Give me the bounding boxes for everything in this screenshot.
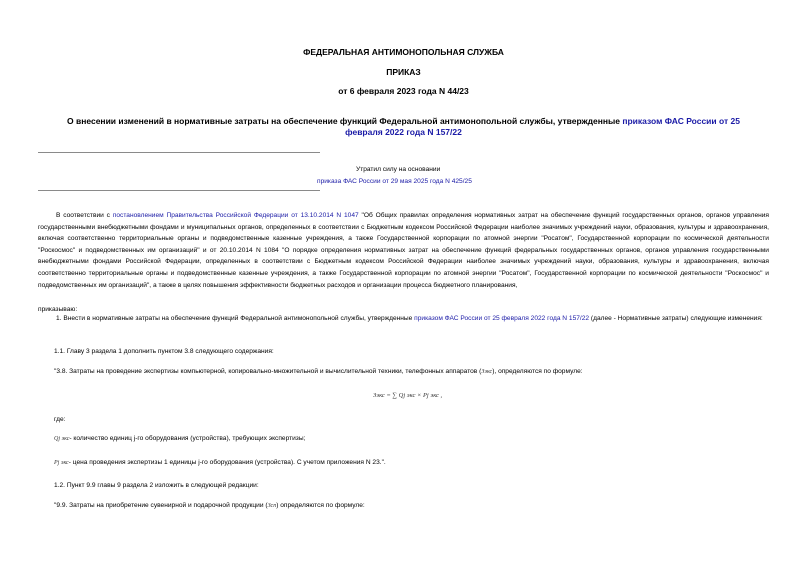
formula-3-8: Зэкс = ∑ Qj экс × Pj экс , (373, 392, 443, 399)
preamble-link[interactable]: постановлением Правительства Российской Федерации от 13.10.2014 N 1047 (112, 212, 359, 219)
definition-q-text: - количество единиц j-го оборудования (устройства), требующих экспертизы; (69, 435, 306, 442)
item-9-9 (54, 502, 365, 509)
preamble-start: В соответствии с (56, 212, 113, 219)
where-label: где: (54, 416, 66, 423)
symbol-z-sp: Зсп (267, 503, 277, 509)
item-3-8-end: ), определяются по формуле: (492, 368, 583, 375)
item-1 (38, 313, 769, 325)
order-word: приказываю: (38, 306, 78, 313)
item-9-9-end: ) определяются по формуле: (276, 502, 365, 509)
symbol-p: Pj экс (54, 460, 69, 466)
item-1-start: 1. Внести в нормативные затраты на обеспечение функций Федеральной антимонопольной службы, утвержденные (56, 315, 415, 322)
item-3-8-start: "3.8. Затраты на проведение экспертизы компьютерной, копировально-множительной и вычислительной техники, телефонных аппаратов ( (54, 368, 482, 375)
symbol-z-ex: Зэкс (481, 369, 493, 375)
definition-q (54, 435, 305, 442)
document-date-number: от 6 февраля 2023 года N 44/23 (338, 86, 469, 96)
item-9-9-start: "9.9. Затраты на приобретение сувенирной и подарочной продукции ( (54, 502, 268, 509)
agency-name: ФЕДЕРАЛЬНАЯ АНТИМОНОПОЛЬНАЯ СЛУЖБА (303, 47, 504, 57)
document-title (48, 116, 759, 138)
preamble-text: "Об Общих правилах определения нормативных затрат на обеспечение функций государственных органов, органов управления государственными внебюджетными фондами и муниципальных органов, определенных в соответствии с Бюджетным кодексом Российской Федерации наиболее значимых учреждений науки, образования, культуры и здравоохранения, включая соответственно территориальные органы и подведомственные казенные учреждения, а также Государственной корпорации по атомной энергии "Росатом", Государственной корпорации по космической деятельности "Роскосмос" и подведомственных им организаций" и от 20.10.2014 N 1084 "О порядке определения нормативных затрат на обеспечение функций федеральных государственных органов, органов управления государственными внебюджетными фондами Российской Федерации, определенных в соответствии с Бюджетным кодексом Российской Федерации наиболее значимых учреждений науки, образования, культуры и здравоохранения, включая соответственно территориальные органы и подведомственные казенные учреждения, а также Государственной корпорации по атомной энергии "Росатом", Государственной корпорации по космической деятельности "Роскосмос" и подведомственных им организаций", а также в целях повышения эффективности бюджетных расходов и организации процесса бюджетного планирования, (38, 212, 770, 289)
item-1-link[interactable]: приказом ФАС России от 25 февраля 2022 года N 157/22 (414, 315, 590, 322)
title-link[interactable]: приказом ФАС России от 25 февраля 2022 года N 157/22 (345, 116, 740, 137)
preamble-paragraph (38, 210, 769, 291)
divider-top (38, 152, 320, 153)
item-1-2: 1.2. Пункт 9.9 главы 9 раздела 2 изложить в следующей редакции: (54, 482, 259, 489)
symbol-q: Qj экс (54, 436, 70, 442)
divider-bottom (38, 190, 320, 191)
title-text: О внесении изменений в нормативные затраты на обеспечение функций Федеральной антимонопольной службы, утвержденные (67, 116, 623, 126)
item-1-end: (далее - Нормативные затраты) следующие изменения: (589, 315, 763, 322)
definition-p (54, 459, 386, 466)
item-1-1: 1.1. Главу 3 раздела 1 дополнить пунктом 3.8 следующего содержания: (54, 348, 274, 355)
item-3-8 (54, 368, 583, 375)
document-type: ПРИКАЗ (386, 67, 421, 77)
status-link[interactable]: приказа ФАС России от 29 мая 2025 года N 425/25 (317, 178, 472, 185)
status-link-row (317, 178, 472, 185)
definition-p-text: - цена проведения экспертизы 1 единицы j-го оборудования (устройства). С учетом приложения N 23.". (68, 459, 386, 466)
status-note: Утратил силу на основании (356, 166, 441, 173)
